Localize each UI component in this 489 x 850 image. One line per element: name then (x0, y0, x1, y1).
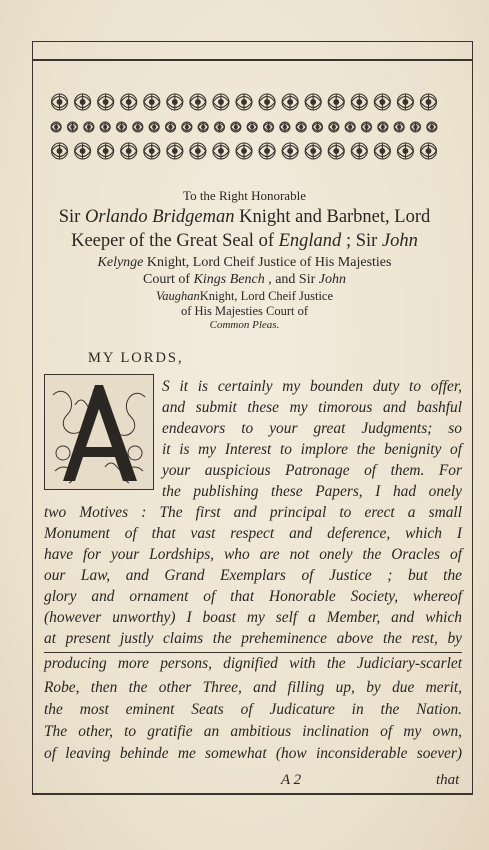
text-kings-bench: Kings Bench (193, 272, 265, 287)
body-line-1: S it is certainly my bounden duty to offer, (162, 378, 462, 395)
dedication-line-4 (0, 256, 489, 270)
ornament-center (104, 126, 107, 129)
text-lord-cheif: Knight, Lord Cheif Justice of His Majesties (143, 255, 392, 270)
ornament-center (149, 100, 154, 105)
body-line-10: our Law, and Grand Exemplars of Justice ; but the (44, 567, 462, 584)
ornament-center (242, 149, 247, 154)
text-knight-justice: Knight, Lord Cheif Justice (199, 289, 334, 303)
ornament-center (426, 149, 431, 154)
ornament-center (414, 126, 417, 129)
catchword: that (436, 772, 460, 788)
ornament-center (219, 149, 224, 154)
ornament-center (403, 149, 408, 154)
dedication-line-8: Common Pleas. (209, 319, 280, 331)
ornament-center (430, 126, 433, 129)
ornament-center (311, 100, 316, 105)
top-rule-thin (32, 41, 473, 42)
body-line-13: at present justly claims the preheminence above the rest, by (44, 630, 462, 647)
body-line-2: and submit these my timorous and bashful (162, 399, 462, 416)
ornament-center (136, 126, 139, 129)
ornament-center (172, 100, 177, 105)
dedication-line-2 (0, 208, 489, 227)
ornament-center (103, 149, 108, 154)
ornament-center (126, 100, 131, 105)
text-sir: Sir (58, 207, 85, 227)
ornament-center (265, 149, 270, 154)
ornament-center (283, 126, 286, 129)
text-england: England (278, 231, 342, 251)
body-line-3: endeavors to your great Judgments; so (162, 420, 462, 437)
ornament-center (185, 126, 188, 129)
name-john: John (381, 231, 418, 251)
ornament-center (398, 126, 401, 129)
dedication-line-6 (0, 290, 489, 303)
name-vaughan: Vaughan (155, 289, 200, 303)
body-line-6: the publishing these Papers, I had onely (162, 483, 462, 500)
text-keeper: Keeper of the Great Seal of (71, 231, 279, 251)
dedication-line-1: To the Right Honorable (183, 188, 306, 203)
ornament-center (153, 126, 156, 129)
body-line-4: it is my Interest to implore the benignity of (162, 441, 462, 458)
ornament-center (349, 126, 352, 129)
ornament-center (234, 126, 237, 129)
ornament-center (381, 126, 384, 129)
text-sir-2: ; Sir (341, 231, 382, 251)
ornament-center (334, 100, 339, 105)
body-line-9: have for your Lordships, who are not onely the Oracles of (44, 546, 462, 563)
signature-mark: A 2 (281, 772, 302, 788)
body-line-11: glory and ornament of that Honorable Society, whereof (44, 588, 462, 605)
body-line-8: Monument of that vast respect and deference, which I (44, 525, 462, 542)
ornament-center (195, 149, 200, 154)
ornament-center (219, 100, 224, 105)
ink-underline (44, 652, 462, 653)
ornament-center (403, 100, 408, 105)
body-line-17: The other, to gratifie an ambitious inclination of my own, (44, 723, 462, 740)
ornament-center (426, 100, 431, 105)
body-line-5: your auspicious Patronage of them. For (162, 462, 462, 479)
name-orlando-bridgeman: Orlando Bridgeman (84, 207, 235, 227)
body-line-12: (however unworthy) I boast my self a Member, and which (44, 609, 462, 626)
ornament-center (316, 126, 319, 129)
ornament-center (380, 100, 385, 105)
ornament-center (126, 149, 131, 154)
ornament-center (57, 149, 62, 154)
decorated-initial-a (44, 374, 154, 490)
ornament-center (80, 149, 85, 154)
text-and-sir: , and Sir (264, 272, 319, 287)
top-rule-thick (32, 59, 473, 61)
ornament-center (332, 126, 335, 129)
dedication-line-5 (0, 273, 489, 287)
body-line-7: two Motives : The first and principal to erect a small (44, 504, 462, 521)
dedication-line-3 (0, 232, 489, 251)
ornament-center (251, 126, 254, 129)
ornament-center (103, 100, 108, 105)
ornament-center (267, 126, 270, 129)
ornament-center (195, 100, 200, 105)
text-court-of: Court of (143, 272, 194, 287)
ornament-center (172, 149, 177, 154)
ornament-center (334, 149, 339, 154)
ornament-center (149, 149, 154, 154)
bottom-rule (32, 793, 473, 795)
ornament-center (57, 100, 62, 105)
ornament-center (169, 126, 172, 129)
ornament-center (288, 100, 293, 105)
ornament-center (300, 126, 303, 129)
left-frame-rule (32, 41, 33, 794)
ornament-center (288, 149, 293, 154)
ornament-center (380, 149, 385, 154)
ornament-center (365, 126, 368, 129)
right-frame-rule (472, 41, 473, 794)
salutation: MY LORDS, (88, 350, 184, 366)
ornament-center (80, 100, 85, 105)
ornament-center (357, 149, 362, 154)
ornament-center (218, 126, 221, 129)
name-kelynge: Kelynge (97, 255, 144, 270)
ornament-center (311, 149, 316, 154)
ornament-center (87, 126, 90, 129)
name-john-2: John (318, 272, 346, 287)
ornament-center (202, 126, 205, 129)
dedication-line-7: of His Majesties Court of (180, 304, 309, 318)
body-line-14: producing more persons, dignified with the Judiciary-scarlet (44, 655, 462, 672)
body-line-18: of leaving behinde me somewhat (how inconsiderable soever) (44, 745, 462, 762)
text-title: Knight and Barbnet, Lord (234, 207, 431, 227)
ornament-center (120, 126, 123, 129)
ornament-center (55, 126, 58, 129)
ornament-center (265, 100, 270, 105)
body-line-16: the most eminent Seats of Judicature in the Nation. (44, 701, 462, 718)
ornament-center (357, 100, 362, 105)
ornament-center (71, 126, 74, 129)
headpiece-ornament (44, 89, 444, 165)
ornament-center (242, 100, 247, 105)
body-line-15: Robe, then the other Three, and filling up, by due merit, (44, 679, 462, 696)
